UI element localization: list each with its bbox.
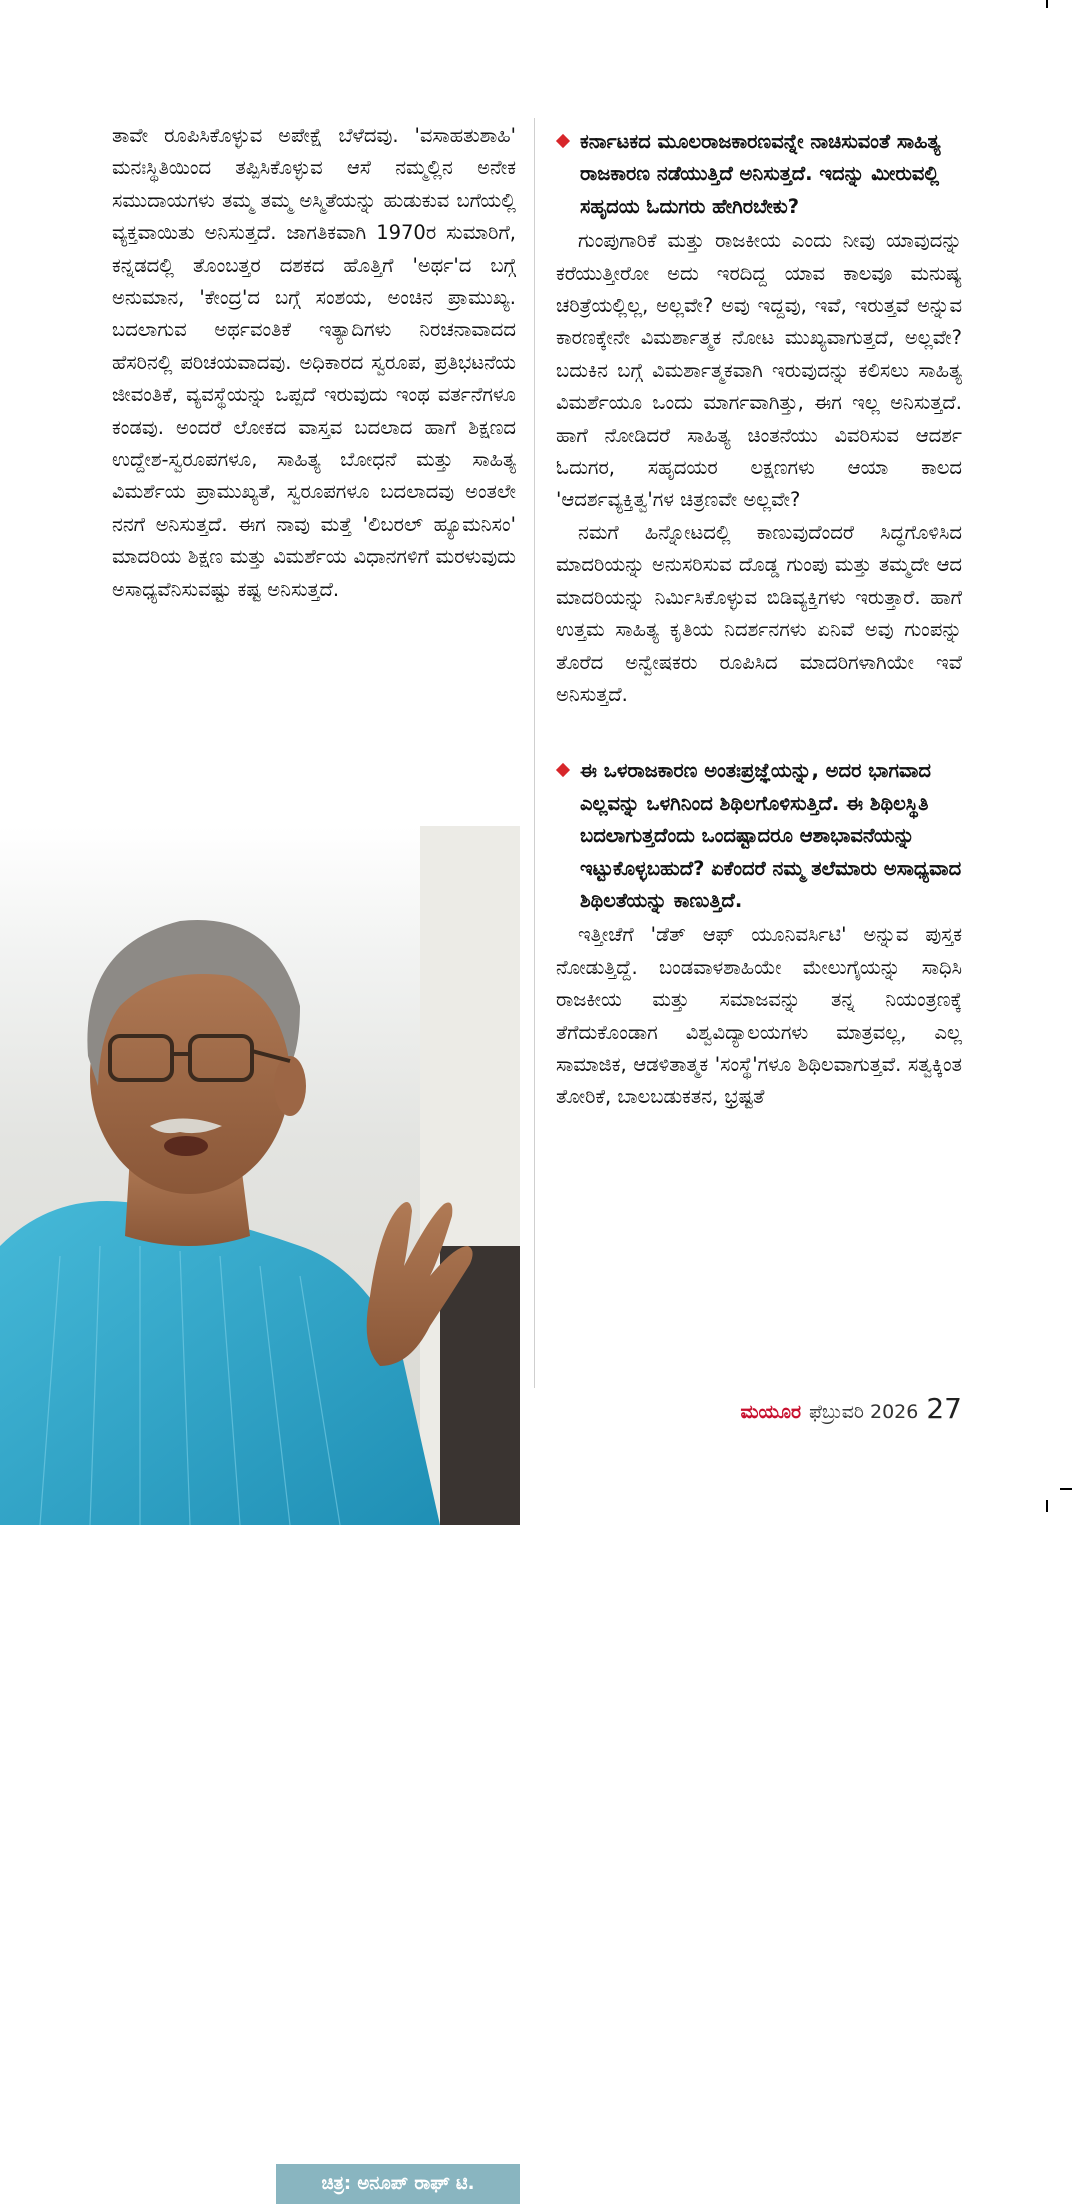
body-paragraph: ತಾವೇ ರೂಪಿಸಿಕೊಳ್ಳುವ ಅಪೇಕ್ಷೆ ಬೆಳೆದವು. 'ವಸಾಹತುಶಾಹಿ' ಮನಃಸ್ಥಿತಿಯಿಂದ ತಪ್ಪಿಸಿಕೊಳ್ಳುವ ಆಸೆ ನಮ್ಮಲ್ಲಿನ ಅನೇಕ ಸಮುದಾಯಗಳು ತಮ್ಮ ತಮ್ಮ ಅಸ್ಮಿತೆಯನ್ನು ಹುಡುಕುವ ಬಗೆಯಲ್ಲಿ ವ್ಯಕ್ತವಾಯಿತು ಅನಿಸುತ್ತದೆ. ಜಾಗತಿಕವಾಗಿ 1970ರ ಸುಮಾರಿಗೆ, ಕನ್ನಡದಲ್ಲಿ ತೊಂಬತ್ತರ ದಶಕದ ಹೊತ್ತಿಗೆ 'ಅರ್ಥ'ದ ಬಗ್ಗೆ ಅನುಮಾನ, 'ಕೇಂದ್ರ'ದ ಬಗ್ಗೆ ಸಂಶಯ, ಅಂಚಿನ ಪ್ರಾಮುಖ್ಯ. ಬದಲಾಗುವ ಅರ್ಥವಂತಿಕೆ ಇತ್ಯಾದಿಗಳು ನಿರಚನಾವಾದದ ಹೆಸರಿನಲ್ಲಿ ಪರಿಚಯವಾದವು. ಅಧಿಕಾರದ ಸ್ವರೂಪ, ಪ್ರತಿಭಟನೆಯ ಜೀವಂತಿಕೆ, ವ್ಯವಸ್ಥೆಯನ್ನು ಒಪ್ಪದೆ ಇರುವುದು ಇಂಥ ವರ್ತನೆಗಳೂ ಕಂಡವು. ಅಂದರೆ ಲೋಕದ ವಾಸ್ತವ ಬದಲಾದ ಹಾಗೆ ಶಿಕ್ಷಣದ ಉದ್ದೇಶ-ಸ್ವರೂಪಗಳೂ, ಸಾಹಿತ್ಯ ಬೋಧನೆ ಮತ್ತು ಸಾಹಿತ್ಯ ವಿಮರ್ಶೆಯ ಪ್ರಾಮುಖ್ಯತೆ, ಸ್ವರೂಪಗಳೂ ಬದಲಾದವು ಅಂತಲೇ ನನಗೆ ಅನಿಸುತ್ತದೆ. ಈಗ ನಾವು ಮತ್ತೆ 'ಲಿಬರಲ್ ಹ್ಯೂಮನಿಸಂ' ಮಾದರಿಯ ಶಿಕ್ಷಣ ಮತ್ತು ವಿಮರ್ಶೆಯ ವಿಧಾನಗಳಿಗೆ ಮರಳುವುದು ಅಸಾಧ್ಯವೆನಿಸುವಷ್ಟು ಕಷ್ಟ ಅನಿಸುತ್ತದೆ. (112, 124, 516, 601)
answer-paragraph: ಗುಂಪುಗಾರಿಕೆ ಮತ್ತು ರಾಜಕೀಯ ಎಂದು ನೀವು ಯಾವುದನ್ನು ಕರೆಯುತ್ತೀರೋ ಅದು ಇರದಿದ್ದ ಯಾವ ಕಾಲವೂ ಮನುಷ್ಯ ಚರಿತ್ರೆಯಲ್ಲಿಲ್ಲ, ಅಲ್ಲವೇ? ಅವು ಇದ್ದವು, ಇವೆ, ಇರುತ್ತವೆ ಅನ್ನುವ ಕಾರಣಕ್ಕೇನೇ ವಿಮರ್ಶಾತ್ಮಕ ನೋಟ ಮುಖ್ಯವಾಗುತ್ತದೆ, ಅಲ್ಲವೇ? ಬದುಕಿನ ಬಗ್ಗೆ ವಿಮರ್ಶಾತ್ಮಕವಾಗಿ ಇರುವುದನ್ನು ಕಲಿಸಲು ಸಾಹಿತ್ಯ ವಿಮರ್ಶೆಯೂ ಒಂದು ಮಾರ್ಗವಾಗಿತ್ತು, ಈಗ ಇಲ್ಲ ಅನಿಸುತ್ತದೆ. ಹಾಗೆ ನೋಡಿದರೆ ಸಾಹಿತ್ಯ ಚಿಂತನೆಯು ವಿವರಿಸುವ ಆದರ್ಶ ಓದುಗರ, ಸಹೃದಯರ ಲಕ್ಷಣಗಳು ಆಯಾ ಕಾಲದ 'ಆದರ್ಶವ್ಯಕ್ತಿತ್ವ'ಗಳ ಚಿತ್ರಣವೇ ಅಲ್ಲವೇ? (556, 229, 962, 512)
crop-mark (1046, 1500, 1048, 1512)
question-text: ಕರ್ನಾಟಕದ ಮೂಲರಾಜಕಾರಣವನ್ನೇ ನಾಚಿಸುವಂತೆ ಸಾಹಿತ್ಯ ರಾಜಕಾರಣ ನಡೆಯುತ್ತಿದೆ ಅನಿಸುತ್ತದೆ. ಇದನ್ನು ಮೀರುವಲ್ಲಿ ಸಹೃದಯ ಓದುಗರು ಹೇಗಿರಬೇಕು? (580, 130, 941, 218)
page-footer (740, 1392, 962, 1425)
crop-mark (1060, 1488, 1072, 1490)
crop-mark (1046, 0, 1048, 8)
question-text: ಈ ಒಳರಾಜಕಾರಣ ಅಂತಃಪ್ರಜ್ಞೆಯನ್ನು, ಅದರ ಭಾಗವಾದ ಎಲ್ಲವನ್ನು ಒಳಗಿನಿಂದ ಶಿಥಿಲಗೊಳಿಸುತ್ತಿದೆ. ಈ ಶಿಥಿಲಸ್ಥಿತಿ ಬದಲಾಗುತ್ತದೆಂದು ಒಂದಷ್ಟಾದರೂ ಆಶಾಭಾವನೆಯನ್ನು ಇಟ್ಟುಕೊಳ್ಳಬಹುದೆ? ಏಕೆಂದರೆ ನಮ್ಮ ತಲೆಮಾರು ಅಸಾಧ್ಯವಾದ ಶಿಥಿಲತೆಯನ್ನು ಕಾಣುತ್ತಿದೆ. (580, 759, 962, 912)
issue-date: ಫೆಬ್ರುವರಿ 2026 (809, 1401, 919, 1423)
answer-paragraph: ಇತ್ತೀಚೆಗೆ 'ಡೆತ್ ಆಫ್ ಯೂನಿವರ್ಸಿಟಿ' ಅನ್ನುವ ಪುಸ್ತಕ ನೋಡುತ್ತಿದ್ದೆ. ಬಂಡವಾಳಶಾಹಿಯೇ ಮೇಲುಗೈಯನ್ನು ಸಾಧಿಸಿ ರಾಜಕೀಯ ಮತ್ತು ಸಮಾಜವನ್ನು ತನ್ನ ನಿಯಂತ್ರಣಕ್ಕೆ ತೆಗೆದುಕೊಂಡಾಗ ವಿಶ್ವವಿದ್ಯಾಲಯಗಳು ಮಾತ್ರವಲ್ಲ, ಎಲ್ಲ ಸಾಮಾಜಿಕ, ಆಡಳಿತಾತ್ಮಕ 'ಸಂಸ್ಥೆ'ಗಳೂ ಶಿಥಿಲವಾಗುತ್ತವೆ. ಸತ್ವಕ್ಕಿಂತ ತೋರಿಕೆ, ಬಾಲಬಡುಕತನ, ಭ್ರಷ್ಟತೆ (556, 923, 962, 1109)
interview-question (556, 755, 962, 917)
portrait-illustration (0, 826, 520, 1525)
diamond-bullet-icon (556, 134, 570, 148)
interview-question (556, 126, 962, 223)
magazine-logo: ಮಯೂರ (740, 1401, 802, 1423)
page-number: 27 (926, 1392, 962, 1425)
left-column (112, 120, 516, 606)
right-column (556, 126, 962, 1114)
column-divider (534, 118, 535, 1388)
diamond-bullet-icon (556, 763, 570, 777)
photo-caption: ಚಿತ್ರ: ಅನೂಪ್ ರಾಘ್ ಟಿ. (276, 2164, 520, 2204)
answer-paragraph: ನಮಗೆ ಹಿನ್ನೋಟದಲ್ಲಿ ಕಾಣುವುದೆಂದರೆ ಸಿದ್ಧಗೊಳಿಸಿದ ಮಾದರಿಯನ್ನು ಅನುಸರಿಸುವ ದೊಡ್ಡ ಗುಂಪು ಮತ್ತು ತಮ್ಮದೇ ಆದ ಮಾದರಿಯನ್ನು ನಿರ್ಮಿಸಿಕೊಳ್ಳುವ ಬಿಡಿವ್ಯಕ್ತಿಗಳು ಇರುತ್ತಾರೆ. ಹಾಗೆ ಉತ್ತಮ ಸಾಹಿತ್ಯ ಕೃತಿಯ ನಿದರ್ಶನಗಳು ಏನಿವೆ ಅವು ಗುಂಪನ್ನು ತೊರೆದ ಅನ್ವೇಷಕರು ರೂಪಿಸಿದ ಮಾದರಿಗಳಾಗಿಯೇ ಇವೆ ಅನಿಸುತ್ತದೆ. (556, 520, 962, 706)
portrait-photo (0, 826, 520, 2194)
